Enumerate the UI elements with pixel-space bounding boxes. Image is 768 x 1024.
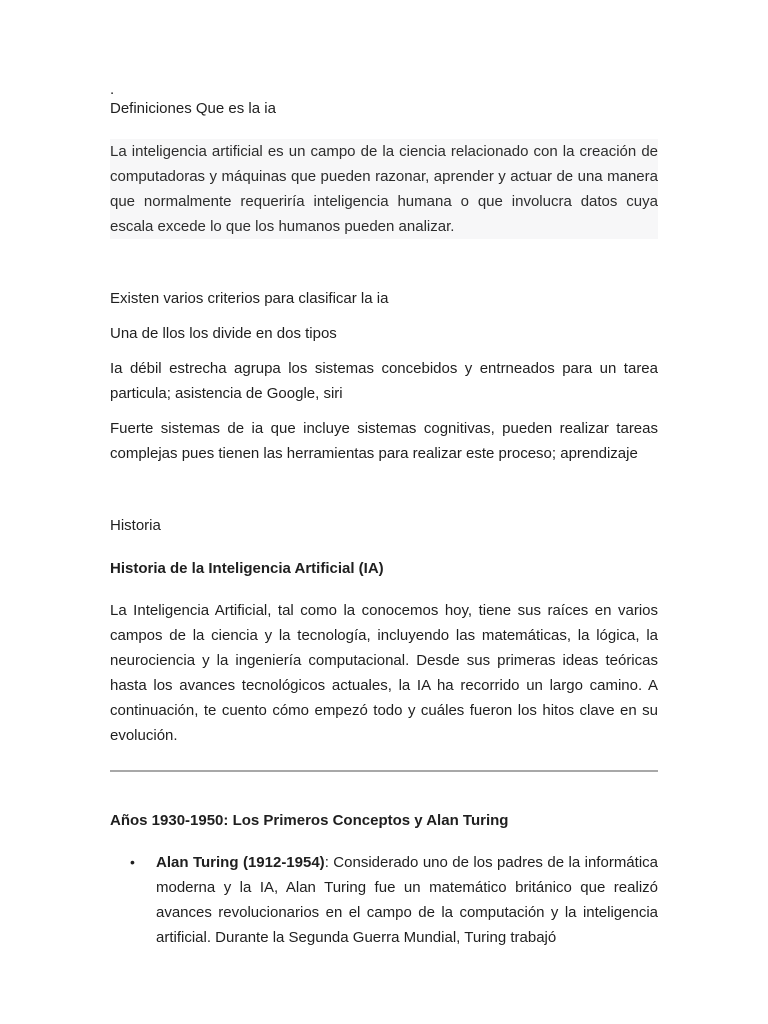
stray-dot: . <box>110 81 115 98</box>
bullet-text: : Considerado uno de los padres de la informática moderna y la IA, Alan Turing fue un matemático británico que realizó avances revolucionarios en el campo de la computación y la inteligencia artificial. Durante la Segunda Guerra Mundial, Turing trabajó <box>156 854 658 946</box>
bullet-term: Alan Turing (1912-1954) <box>156 854 325 871</box>
list-item <box>110 850 658 950</box>
bullet-icon: • <box>130 854 135 870</box>
two-types-paragraph: Una de llos los divide en dos tipos <box>110 325 337 342</box>
history-label: Historia <box>110 517 161 534</box>
definitions-title: Definiciones Que es la ia <box>110 100 276 117</box>
section-heading-1930-1950: Años 1930-1950: Los Primeros Conceptos y Alan Turing <box>110 812 509 829</box>
weak-ai-paragraph: Ia débil estrecha agrupa los sistemas concebidos y entrneados para un tarea particula; asistencia de Google, siri <box>110 360 658 402</box>
strong-ai-paragraph: Fuerte sistemas de ia que incluye sistemas cognitivas, pueden realizar tareas complejas pues tienen las herramientas para realizar este proceso; aprendizaje <box>110 420 658 462</box>
horizontal-divider <box>110 770 658 772</box>
history-heading: Historia de la Inteligencia Artificial (IA) <box>110 560 384 577</box>
history-intro-paragraph: La Inteligencia Artificial, tal como la conocemos hoy, tiene sus raíces en varios campos de la ciencia y la tecnología, incluyendo las matemáticas, la lógica, la neurociencia y la ingeniería computacional. Desde sus primeras ideas teóricas hasta los avances tecnológicos actuales, la IA ha recorrido un largo camino. A continuación, te cuento cómo empezó todo y cuáles fueron los hitos clave en su evolución. <box>110 602 658 744</box>
bullet-list <box>110 850 658 950</box>
criteria-paragraph: Existen varios criterios para clasificar la ia <box>110 290 389 307</box>
document-page <box>110 81 658 950</box>
ai-definition-paragraph: La inteligencia artificial es un campo de la ciencia relacionado con la creación de computadoras y máquinas que pueden razonar, aprender y actuar de una manera que normalmente requeriría inteligencia humana o que involucra datos cuya escala excede lo que los humanos pueden analizar. <box>110 139 658 239</box>
